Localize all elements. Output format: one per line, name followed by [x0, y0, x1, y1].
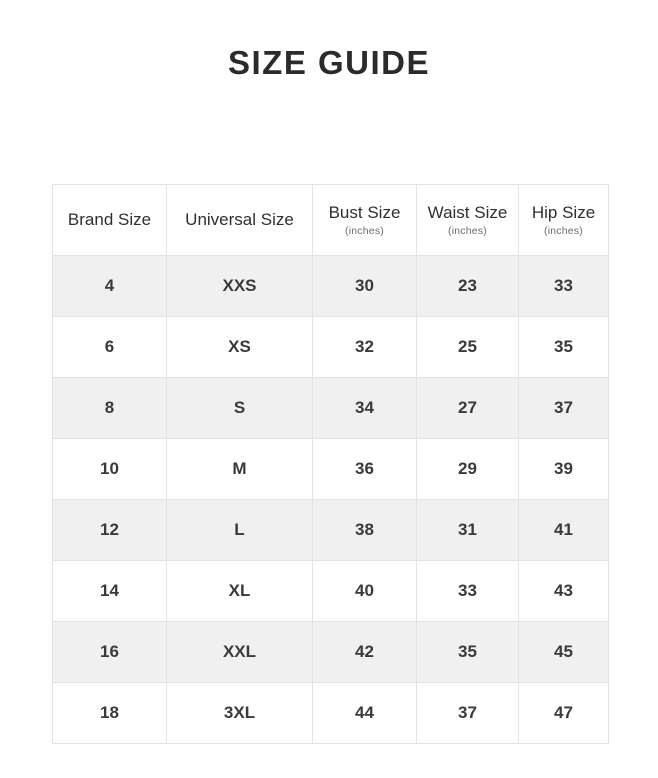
- cell-bust-size: 38: [313, 500, 417, 561]
- column-header-label: Hip Size: [531, 203, 596, 222]
- cell-brand-size: 10: [53, 439, 167, 500]
- size-table-container: [52, 184, 608, 744]
- table-header-row: [53, 185, 609, 256]
- table-row: [53, 256, 609, 317]
- column-header-waist-size: [417, 185, 519, 256]
- cell-universal-size: M: [167, 439, 313, 500]
- table-row: [53, 317, 609, 378]
- cell-universal-size: XXL: [167, 622, 313, 683]
- cell-brand-size: 14: [53, 561, 167, 622]
- table-row: [53, 378, 609, 439]
- cell-bust-size: 44: [313, 683, 417, 744]
- column-header-hip-size: [519, 185, 609, 256]
- cell-brand-size: 4: [53, 256, 167, 317]
- table-header: [53, 185, 609, 256]
- cell-hip-size: 41: [519, 500, 609, 561]
- column-header-label: Waist Size: [427, 203, 508, 222]
- cell-hip-size: 43: [519, 561, 609, 622]
- column-header-unit: (inches): [448, 225, 487, 237]
- cell-bust-size: 40: [313, 561, 417, 622]
- size-guide-page: [0, 44, 658, 778]
- cell-bust-size: 36: [313, 439, 417, 500]
- table-row: [53, 622, 609, 683]
- cell-waist-size: 31: [417, 500, 519, 561]
- column-header-unit: (inches): [544, 225, 583, 237]
- cell-universal-size: XXS: [167, 256, 313, 317]
- cell-universal-size: XL: [167, 561, 313, 622]
- cell-universal-size: S: [167, 378, 313, 439]
- cell-universal-size: L: [167, 500, 313, 561]
- table-row: [53, 500, 609, 561]
- column-header-universal-size: [167, 185, 313, 256]
- cell-brand-size: 18: [53, 683, 167, 744]
- cell-hip-size: 37: [519, 378, 609, 439]
- cell-brand-size: 8: [53, 378, 167, 439]
- cell-hip-size: 45: [519, 622, 609, 683]
- cell-bust-size: 32: [313, 317, 417, 378]
- cell-universal-size: 3XL: [167, 683, 313, 744]
- cell-waist-size: 27: [417, 378, 519, 439]
- table-row: [53, 561, 609, 622]
- column-header-brand-size: [53, 185, 167, 256]
- table-body: [53, 256, 609, 744]
- table-row: [53, 683, 609, 744]
- column-header-label: Bust Size: [328, 203, 401, 222]
- cell-brand-size: 6: [53, 317, 167, 378]
- cell-universal-size: XS: [167, 317, 313, 378]
- size-table: [52, 184, 609, 744]
- cell-hip-size: 47: [519, 683, 609, 744]
- cell-brand-size: 16: [53, 622, 167, 683]
- column-header-bust-size: [313, 185, 417, 256]
- cell-hip-size: 33: [519, 256, 609, 317]
- column-header-unit: (inches): [345, 225, 384, 237]
- cell-hip-size: 39: [519, 439, 609, 500]
- page-title: SIZE GUIDE: [227, 44, 431, 81]
- cell-waist-size: 35: [417, 622, 519, 683]
- table-row: [53, 439, 609, 500]
- cell-bust-size: 42: [313, 622, 417, 683]
- column-header-label: Universal Size: [185, 210, 294, 229]
- column-header-label: Brand Size: [67, 210, 152, 229]
- cell-brand-size: 12: [53, 500, 167, 561]
- cell-waist-size: 33: [417, 561, 519, 622]
- cell-waist-size: 23: [417, 256, 519, 317]
- cell-waist-size: 25: [417, 317, 519, 378]
- cell-waist-size: 29: [417, 439, 519, 500]
- cell-hip-size: 35: [519, 317, 609, 378]
- cell-bust-size: 30: [313, 256, 417, 317]
- cell-waist-size: 37: [417, 683, 519, 744]
- cell-bust-size: 34: [313, 378, 417, 439]
